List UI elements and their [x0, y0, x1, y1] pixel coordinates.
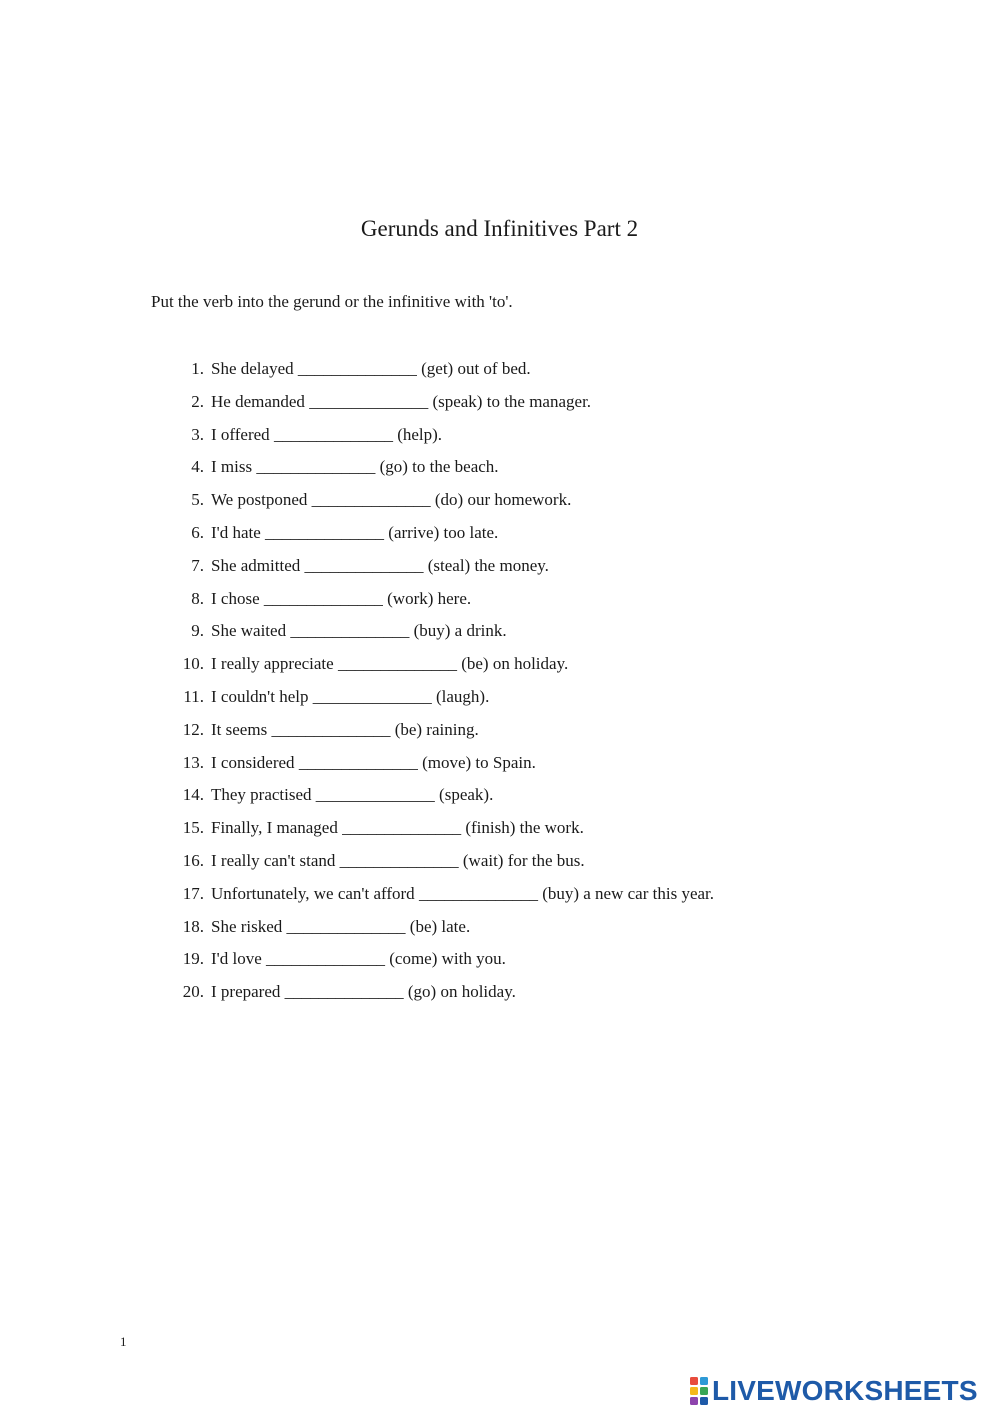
- sentence-start: I'd love: [211, 949, 262, 969]
- sentence-end: (finish) the work.: [465, 818, 584, 838]
- sentence-end: (steal) the money.: [427, 555, 549, 575]
- answer-blank[interactable]: ______________: [315, 785, 435, 805]
- logo-tile: [700, 1397, 708, 1405]
- exercise-number: 20.: [182, 982, 204, 1002]
- answer-blank[interactable]: ______________: [290, 621, 410, 641]
- logo-tile: [690, 1397, 698, 1405]
- sentence-start: I considered: [211, 752, 295, 772]
- exercise-number: 9.: [191, 621, 204, 641]
- sentence-start: She waited: [211, 621, 287, 641]
- sentence-end: (speak) to the manager.: [432, 391, 592, 411]
- sentence-start: She risked: [211, 916, 283, 936]
- sentence-start: He demanded: [211, 391, 305, 411]
- exercise-sentence: [211, 422, 442, 448]
- sentence-end: (come) with you.: [389, 949, 506, 969]
- sentence-end: (wait) for the bus.: [462, 850, 585, 870]
- answer-blank[interactable]: ______________: [418, 883, 538, 903]
- exercise-number: 12.: [182, 719, 204, 739]
- sentence-start: I really can't stand: [211, 850, 336, 870]
- sentence-start: I miss: [211, 457, 253, 477]
- sentence-end: (buy) a new car this year.: [542, 883, 715, 903]
- sentence-start: I couldn't help: [211, 686, 309, 706]
- sentence-start: She delayed: [211, 359, 294, 378]
- exercise-sentence: [211, 815, 584, 841]
- exercise-number: 16.: [182, 850, 204, 870]
- answer-blank[interactable]: ______________: [337, 654, 457, 674]
- answer-blank[interactable]: ______________: [309, 391, 429, 411]
- exercise-number: 5.: [191, 490, 204, 510]
- sentence-end: (go) on holiday.: [407, 982, 516, 1002]
- exercise-number: 13.: [182, 752, 204, 772]
- page-number: 1: [120, 1334, 127, 1349]
- sentence-start: I really appreciate: [211, 654, 334, 674]
- exercise-sentence: [211, 586, 471, 612]
- exercise-sentence: [211, 946, 506, 972]
- answer-blank[interactable]: ______________: [312, 686, 432, 706]
- exercise-number: 3.: [191, 424, 204, 444]
- logo-tile: [690, 1387, 698, 1395]
- liveworksheets-logo-icon: [690, 1377, 708, 1405]
- answer-blank[interactable]: ______________: [284, 982, 404, 1002]
- sentence-start: We postponed: [211, 490, 308, 510]
- answer-blank[interactable]: ______________: [265, 522, 385, 542]
- logo-tile: [700, 1377, 708, 1385]
- exercise-sentence: [211, 979, 516, 1005]
- exercise-number: 7.: [191, 555, 204, 575]
- exercise-number: 18.: [182, 916, 204, 936]
- sentence-end: (go) to the beach.: [379, 457, 499, 477]
- answer-blank[interactable]: ______________: [298, 752, 418, 772]
- exercise-sentence: [211, 848, 585, 874]
- answer-blank[interactable]: ______________: [339, 850, 459, 870]
- sentence-start: I'd hate: [211, 522, 261, 542]
- sentence-end: (be) on holiday.: [461, 654, 569, 674]
- exercise-sentence: [211, 782, 493, 808]
- sentence-end: (speak).: [439, 785, 494, 805]
- exercise-number: 4.: [191, 457, 204, 477]
- exercise-sentence: [211, 684, 489, 710]
- sentence-end: (laugh).: [435, 686, 490, 706]
- sentence-end: (do) our homework.: [434, 490, 572, 510]
- exercise-sentence: [211, 487, 571, 513]
- sentence-end: (move) to Spain.: [422, 752, 536, 772]
- logo-tile: [700, 1387, 708, 1395]
- answer-blank[interactable]: ______________: [311, 490, 431, 510]
- sentence-start: She admitted: [211, 555, 301, 575]
- sentence-start: I chose: [211, 588, 260, 608]
- exercise-number: 17.: [182, 883, 204, 903]
- exercise-number: 2.: [191, 391, 204, 411]
- exercise-sentence: [211, 881, 714, 907]
- sentence-end: (work) here.: [387, 588, 472, 608]
- exercise-number: 11.: [183, 686, 204, 706]
- answer-blank[interactable]: ______________: [263, 588, 383, 608]
- instruction-text: Put the verb into the gerund or the infinitive with 'to'.: [151, 292, 513, 311]
- answer-blank[interactable]: ______________: [256, 457, 376, 477]
- exercise-number: 6.: [191, 522, 204, 542]
- answer-blank[interactable]: ______________: [342, 818, 462, 838]
- exercise-sentence: [211, 651, 568, 677]
- answer-blank[interactable]: ______________: [271, 719, 391, 739]
- exercise-sentence: [211, 356, 531, 382]
- exercise-sentence: [211, 618, 507, 644]
- exercise-sentence: [211, 717, 479, 743]
- answer-blank[interactable]: ______________: [297, 359, 417, 378]
- exercise-sentence: [211, 750, 536, 776]
- sentence-start: I prepared: [211, 982, 281, 1002]
- exercise-number: 8.: [191, 588, 204, 608]
- sentence-end: (buy) a drink.: [413, 621, 507, 641]
- liveworksheets-brand: [690, 1374, 978, 1408]
- exercise-sentence: [211, 389, 591, 415]
- exercise-sentence: [211, 553, 549, 579]
- exercise-number: 1.: [191, 359, 204, 378]
- exercise-number: 19.: [182, 949, 204, 969]
- answer-blank[interactable]: ______________: [266, 949, 385, 969]
- sentence-start: I offered: [211, 424, 270, 444]
- sentence-end: (help).: [397, 424, 443, 444]
- logo-tile: [690, 1377, 698, 1385]
- sentence-end: (be) late.: [409, 916, 471, 936]
- answer-blank[interactable]: ______________: [286, 916, 406, 936]
- sentence-end: (arrive) too late.: [388, 522, 499, 542]
- sentence-end: (be) raining.: [394, 719, 479, 739]
- answer-blank[interactable]: ______________: [304, 555, 424, 575]
- exercise-sentence: [211, 520, 498, 546]
- sentence-start: They practised: [211, 785, 312, 805]
- sentence-start: It seems: [211, 719, 268, 739]
- exercise-sentence: [211, 914, 470, 940]
- exercise-sentence: [211, 454, 499, 480]
- worksheet-title: Gerunds and Infinitives Part 2: [360, 216, 639, 241]
- brand-name: LIVEWORKSHEETS: [712, 1375, 978, 1406]
- exercise-number: 10.: [182, 654, 204, 674]
- answer-blank[interactable]: ______________: [273, 424, 393, 444]
- sentence-start: Finally, I managed: [211, 818, 338, 838]
- sentence-start: Unfortunately, we can't afford: [211, 883, 415, 903]
- exercise-number: 15.: [182, 818, 204, 838]
- exercise-number: 14.: [182, 785, 204, 805]
- sentence-end: (get) out of bed.: [421, 359, 531, 378]
